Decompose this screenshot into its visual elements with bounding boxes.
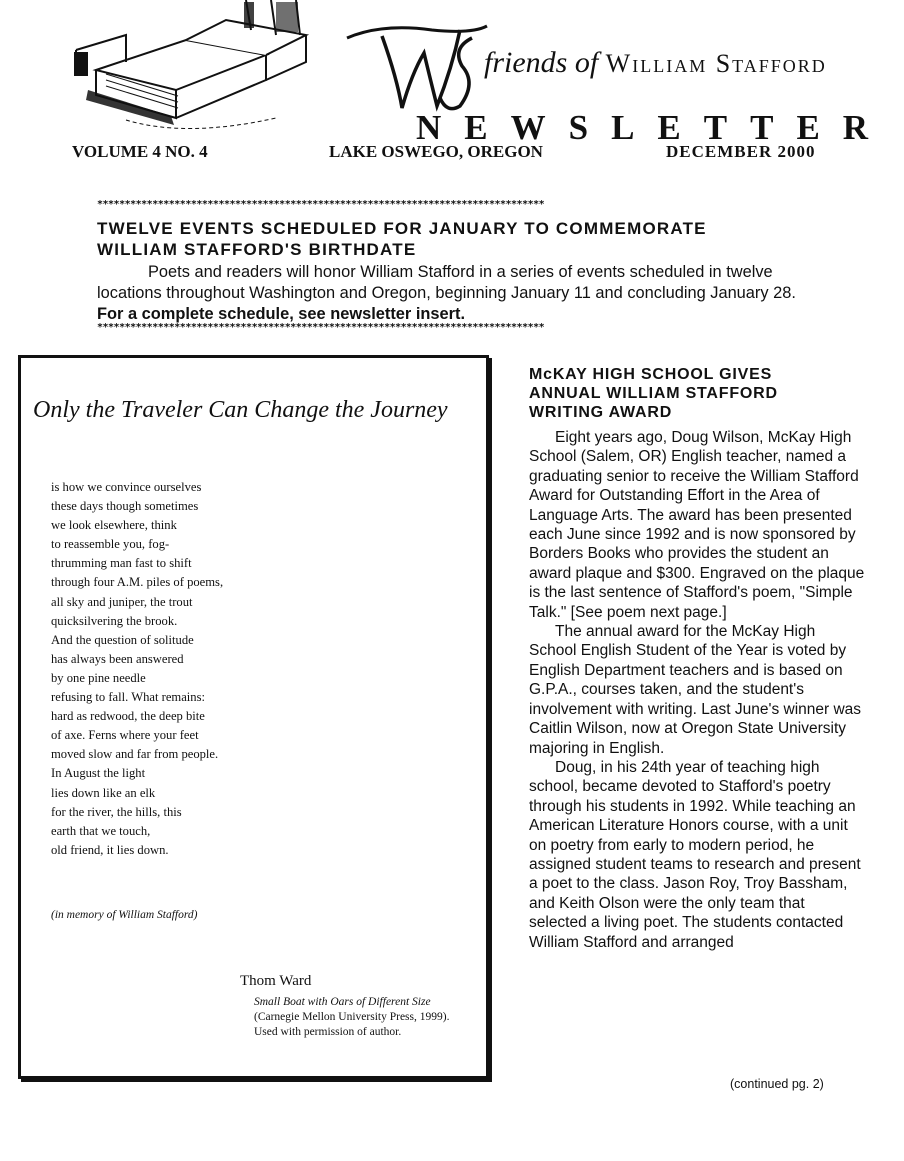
poem-line: earth that we touch, (51, 823, 151, 838)
poem-line: lies down like an elk (51, 785, 156, 800)
poem-line: through four A.M. piles of poems, (51, 575, 224, 590)
masthead-title (484, 46, 827, 80)
friends-of-text: friends of (484, 46, 599, 79)
poem-author: Thom Ward (240, 973, 312, 989)
citation-text: (Carnegie Mellon University Press, 1999). Used with permission of author. (254, 1011, 450, 1038)
article-paragraph: Doug, in his 24th year of teaching high school, became devoted to Stafford's poetry through his students in 1992. While teaching an American Literature Honors course, with a unit on poetry from early to modern period, he assigned student teams to research and present a poet to the class. Jason Roy, Troy Bassham, and Keith Olson were the only team that selected a living poet. The students contacted William Stafford and arranged (529, 758, 861, 951)
poem-line: these days though sometimes (51, 499, 199, 514)
poem-line: quicksilvering the brook. (51, 613, 178, 628)
ws-monogram-logo (342, 18, 492, 118)
poem-line: we look elsewhere, think (51, 518, 177, 533)
poem-line: And the question of solitude (51, 632, 194, 647)
poem-line: to reassemble you, fog- (51, 537, 170, 552)
article-paragraph: Eight years ago, Doug Wilson, McKay High School (Salem, OR) English teacher, named a graduating senior to receive the William Stafford Award for Outstanding Effort in the Area of Language Arts. The award has been presented each June since 1992 and is now sponsored by Borders Books who provides the student an award plaque and $300. Engraved on the plaque is the last sentence of Stafford's poem, "Simple Talk." [See poem next page.] (529, 429, 865, 621)
article-title: McKAY HIGH SCHOOL GIVES ANNUAL WILLIAM STAFFORD WRITING AWARD (529, 366, 778, 421)
location: LAKE OSWEGO, OREGON (329, 142, 543, 161)
books-illustration (66, 0, 316, 140)
asterisk-rule-top: ********************************************************************************* (97, 199, 545, 210)
poem-citation (254, 995, 474, 1040)
book-title: Small Boat with Oars of Different Size (254, 996, 431, 1008)
poem-line: hard as redwood, the deep bite (51, 709, 205, 724)
poem-line: old friend, it lies down. (51, 842, 169, 857)
headline (97, 218, 817, 260)
poem-line: of axe. Ferns where your feet (51, 728, 199, 743)
masthead-name: William Stafford (605, 49, 827, 78)
poem-line: by one pine needle (51, 670, 146, 685)
poem-title: Only the Traveler Can Change the Journey (33, 397, 448, 423)
volume-number: VOLUME 4 NO. 4 (72, 142, 208, 161)
continued-note: (continued pg. 2) (730, 1077, 824, 1091)
issue-date: DECEMBER 2000 (666, 142, 816, 161)
headline-line-2: WILLIAM STAFFORD'S BIRTHDATE (97, 240, 417, 259)
lead-bold-text: For a complete schedule, see newsletter insert. (97, 305, 466, 323)
newsletter-wordmark: NEWSLETTER (416, 108, 892, 147)
poem-line: for the river, the hills, this (51, 804, 182, 819)
poem-line: has always been answered (51, 651, 184, 666)
poem-dedication: (in memory of William Stafford) (51, 909, 198, 921)
poem-line: moved slow and far from people. (51, 747, 219, 762)
poem-line: In August the light (51, 766, 146, 781)
headline-line-1: TWELVE EVENTS SCHEDULED FOR JANUARY TO COMMEMORATE (97, 219, 707, 238)
poem-line: thrumming man fast to shift (51, 556, 192, 571)
article-paragraph: The annual award for the McKay High School English Student of the Year is voted by English Department teachers and is based on G.P.A., courses taken, and the student's involvement with writing. Last June's winner was Caitlin Wilson, now at Oregon State University majoring in English. (529, 623, 862, 757)
lead-text: Poets and readers will honor William Stafford in a series of events scheduled in twelve locations throughout Washington and Oregon, beginning January 11 and concluding January 28. (97, 263, 796, 302)
poem-text (51, 478, 331, 860)
poem-line: is how we convince ourselves (51, 480, 202, 494)
lead-paragraph (97, 262, 817, 325)
asterisk-rule-bottom: ********************************************************************************* (97, 322, 545, 333)
article-body (529, 428, 865, 952)
poem-line: all sky and juniper, the trout (51, 594, 193, 609)
poem-line: refusing to fall. What remains: (51, 690, 205, 705)
